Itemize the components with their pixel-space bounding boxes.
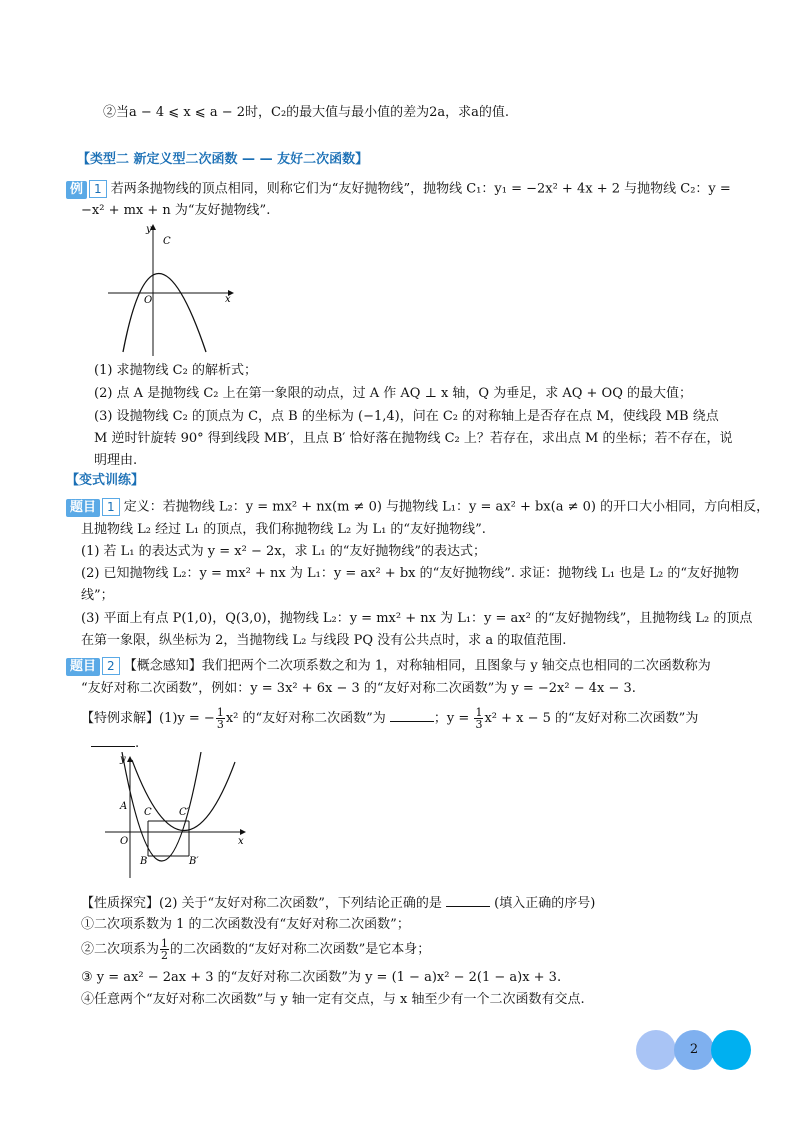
point-label-a: A	[120, 801, 128, 812]
option-2: ②二次项系为 $\frac{1}{2}$ 的二次函数的“友好对称二次函数”是它本身；	[81, 937, 431, 962]
problem-2-line-1: 题目 2 【概念感知】我们把两个二次项系数之和为 1，对称轴相同，且图象与 y 轴交点也相同的二次函数称为	[66, 657, 711, 676]
problem-1-q3-line-2: 在第一象限，纵坐标为 2，当抛物线 L₂ 与线段 PQ 没有公共点时，求 a 的取值范围.	[81, 633, 567, 648]
x-axis-label: x	[225, 294, 231, 305]
answer-blank-1[interactable]	[390, 709, 434, 722]
x-axis-label: x	[238, 836, 244, 847]
origin-label: O	[120, 836, 129, 847]
section-heading-type2: 【类型二 新定义型二次函数 — — 友好二次函数】	[77, 152, 369, 167]
problem-1-q2-line-2: 线”；	[81, 588, 114, 603]
option-1: ①二次项系数为 1 的二次函数没有“友好对称二次函数”；	[81, 917, 410, 932]
parabola-graph-1	[103, 220, 238, 358]
problem-2-special-case: 【特例求解】(1)y = − $\frac{1}{3}$ x² 的“友好对称二次函数”为 ；y = $\frac{1}{3}$ x² + x − 5 的“友好对称二次函数”为	[81, 706, 699, 731]
problem-tag: 题目 2	[66, 657, 120, 675]
example-1-q3-line-3: 明理由.	[94, 453, 138, 468]
answer-blank-2[interactable]	[91, 734, 135, 747]
page-badge-circle-1	[636, 1030, 676, 1070]
problem-2-line-2: “友好对称二次函数”，例如：y = 3x² + 6x − 3 的“友好对称二次函数”为 y = −2x² − 4x − 3.	[81, 681, 636, 696]
y-axis-label: y	[146, 224, 152, 235]
fraction-one-half: $\frac{1}{2}$	[161, 937, 169, 962]
example-1-q1: (1) 求抛物线 C₂ 的解析式；	[94, 363, 257, 378]
answer-blank-3[interactable]	[446, 894, 490, 907]
problem-1-line-2: 且抛物线 L₂ 经过 L₁ 的顶点，我们称抛物线 L₂ 为 L₁ 的“友好抛物线”.	[81, 522, 486, 537]
page-number: 2	[674, 1030, 714, 1070]
page-badge-circle-3	[711, 1030, 751, 1070]
section-heading-variant: 【变式训练】	[66, 473, 145, 488]
problem-2-property: 【性质探究】(2) 关于“友好对称二次函数”，下列结论正确的是 (填入正确的序号)	[81, 896, 596, 911]
point-label-b-prime: B′	[189, 856, 199, 867]
problem-2-answer-line: .	[91, 734, 139, 753]
origin-label: O	[144, 295, 153, 306]
fraction-one-third: $\frac{1}{3}$	[216, 706, 224, 731]
fraction-one-third: $\frac{1}{3}$	[475, 706, 483, 731]
point-label-c-prime: C′	[179, 807, 189, 818]
example-1-line-2: −x² + mx + n 为“友好抛物线”.	[81, 203, 271, 218]
problem-1-q1: (1) 若 L₁ 的表达式为 y = x² − 2x，求 L₁ 的“友好抛物线”的表达式；	[81, 544, 486, 559]
problem-1-line-1: 题目 1 定义：若抛物线 L₂：y = mx² + nx(m ≠ 0) 与抛物线 L₁：y = ax² + bx(a ≠ 0) 的开口大小相同，方向相反，	[66, 498, 769, 517]
example-1-q2: (2) 点 A 是抛物线 C₂ 上在第一象限的动点，过 A 作 AQ ⊥ x 轴，Q 为垂足，求 AQ + OQ 的最大值；	[94, 386, 692, 401]
y-axis-label: y	[120, 754, 126, 765]
problem-1-q2-line-1: (2) 已知抛物线 L₂：y = mx² + nx 为 L₁：y = ax² + bx 的“友好抛物线”. 求证：抛物线 L₁ 也是 L₂ 的“友好抛物	[81, 566, 740, 581]
problem-tag: 题目 1	[66, 498, 120, 516]
vertex-label-c: C	[163, 236, 171, 247]
option-3: ③ y = ax² − 2ax + 3 的“友好对称二次函数”为 y = (1 − a)x² − 2(1 − a)x + 3.	[81, 970, 562, 985]
problem-1-q3-line-1: (3) 平面上有点 P(1,0)，Q(3,0)，抛物线 L₂：y = mx² + nx 为 L₁：y = ax² 的“友好抛物线”，且抛物线 L₂ 的顶点	[81, 611, 753, 626]
example-1-q3-line-1: (3) 设抛物线 C₂ 的顶点为 C，点 B 的坐标为 (−1,4)，问在 C₂ 的对称轴上是否存在点 M，使线段 MB 绕点	[94, 409, 719, 424]
question-part-2: ②当a − 4 ⩽ x ⩽ a − 2时，C₂的最大值与最小值的差为2a，求a的值.	[103, 105, 510, 120]
option-4: ④任意两个“友好对称二次函数”与 y 轴一定有交点，与 x 轴至少有一个二次函数有交点.	[81, 992, 585, 1007]
point-label-b: B	[140, 856, 148, 867]
example-1-line-1: 例 1 若两条抛物线的顶点相同，则称它们为“友好抛物线”，抛物线 C₁：y₁ = −2x² + 4x + 2 与抛物线 C₂：y =	[66, 180, 731, 199]
example-1-q3-line-2: M 逆时针旋转 90° 得到线段 MB′，且点 B′ 恰好落在抛物线 C₂ 上？若存在，求出点 M 的坐标；若不存在，说	[94, 431, 733, 446]
parabola-graph-2	[100, 752, 250, 880]
point-label-c: C	[144, 807, 152, 818]
example-tag: 例 1	[66, 180, 107, 198]
